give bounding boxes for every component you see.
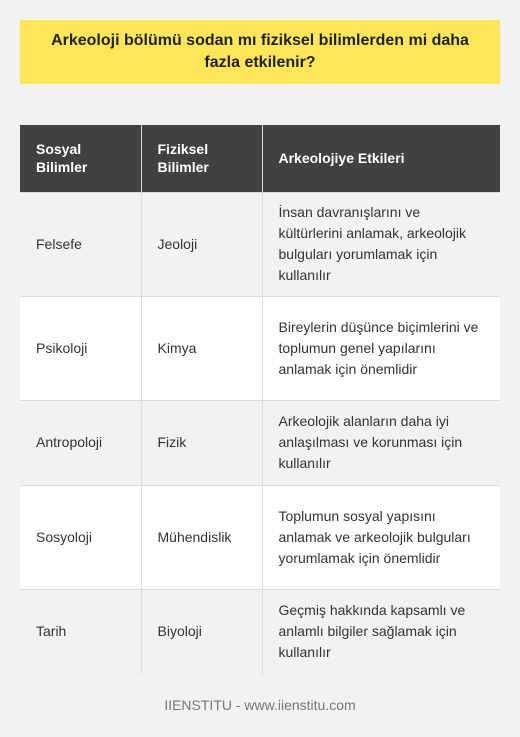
cell-social-science: Psikoloji xyxy=(20,296,141,400)
header-effects-on-archaeology: Arkeolojiye Etkileri xyxy=(262,125,500,192)
table-row xyxy=(20,192,500,296)
table-row xyxy=(20,589,500,674)
cell-physical-science: Mühendislik xyxy=(141,485,262,589)
cell-effect: Toplumun sosyal yapısını anlamak ve arkeolojik bulguları yorumlamak için önemlidir xyxy=(262,485,500,589)
cell-social-science: Felsefe xyxy=(20,192,141,296)
cell-social-science: Antropoloji xyxy=(20,400,141,485)
title-banner xyxy=(20,20,500,84)
table-row xyxy=(20,400,500,485)
cell-physical-science: Biyoloji xyxy=(141,589,262,674)
cell-social-science: Sosyoloji xyxy=(20,485,141,589)
cell-effect: İnsan davranışlarını ve kültürlerini anlamak, arkeolojik bulguları yorumlamak için kullanılır xyxy=(262,192,500,296)
cell-physical-science: Kimya xyxy=(141,296,262,400)
cell-physical-science: Jeoloji xyxy=(141,192,262,296)
table-row xyxy=(20,485,500,589)
cell-effect: Arkeolojik alanların daha iyi anlaşılması ve korunması için kullanılır xyxy=(262,400,500,485)
table-row xyxy=(20,296,500,400)
table-header-row xyxy=(20,125,500,192)
cell-effect: Bireylerin düşünce biçimlerini ve toplumun genel yapılarını anlamak için önemlidir xyxy=(262,296,500,400)
header-social-sciences: Sosyal Bilimler xyxy=(20,125,141,192)
page-title: Arkeoloji bölümü sodan mı fiziksel bilimlerden mi daha fazla etkilenir? xyxy=(51,32,469,71)
cell-physical-science: Fizik xyxy=(141,400,262,485)
cell-social-science: Tarih xyxy=(20,589,141,674)
footer-credit: IIENSTITU - www.iienstitu.com xyxy=(164,697,356,713)
header-physical-sciences: Fiziksel Bilimler xyxy=(141,125,262,192)
cell-effect: Geçmiş hakkında kapsamlı ve anlamlı bilgiler sağlamak için kullanılır xyxy=(262,589,500,674)
comparison-table xyxy=(20,125,500,674)
